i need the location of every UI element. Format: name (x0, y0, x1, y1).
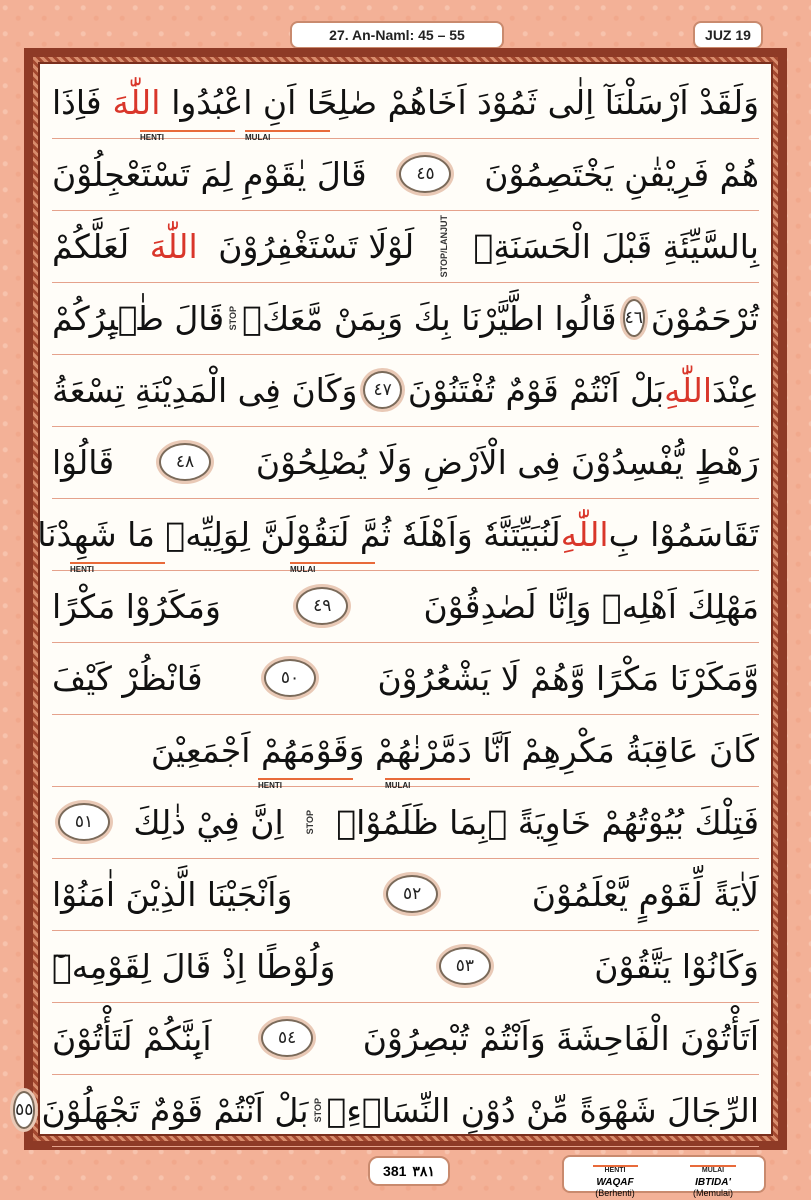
quran-line-content (52, 875, 759, 914)
henti-tag: HENTI (140, 130, 235, 142)
ayah-number-marker: ٤٥ (399, 155, 451, 193)
ayah-number-marker: ٥٣ (439, 947, 491, 985)
verse-text: قَالَ طٰۤىِٕرُكُمْ (51, 298, 225, 338)
quran-line-content (52, 731, 759, 770)
quran-line-1 (52, 66, 759, 139)
henti-tag: HENTI (258, 778, 353, 790)
quran-line-content (52, 299, 759, 338)
quran-line-content (52, 1019, 759, 1058)
verse-text: فَاِذَا (52, 82, 102, 122)
allah-word: اللّٰهِ (664, 370, 713, 410)
verse-text: فَانْظُرْ كَيْفَ (52, 658, 203, 698)
quran-line-11 (52, 786, 759, 859)
quran-line-content (52, 587, 759, 626)
text-area (15, 62, 773, 1136)
surah-label: 27. An-Naml: 45 – 55 (290, 21, 504, 49)
verse-text: بَلْ اَنْتُمْ قَوْمٌ تُفْتَنُوْنَ (407, 370, 665, 410)
quran-line-content (52, 215, 759, 277)
quran-line-content (52, 371, 759, 410)
quran-line-13 (52, 930, 759, 1003)
quran-line-15 (15, 1074, 759, 1147)
legend-waqaf-sub: (Berhenti) (595, 1188, 635, 1198)
ayah-number-marker: ٥٠ (264, 659, 316, 697)
verse-text: وَمَكَرُوْا مَكْرًا (52, 586, 221, 626)
legend-ibtida-sub: (Memulai) (692, 1188, 733, 1198)
ayah-number-marker: ٥٥ (13, 1091, 35, 1129)
ornamental-frame (15, 48, 787, 1150)
quran-line-5 (52, 354, 759, 427)
ayah-number-marker: ٤٨ (159, 443, 211, 481)
verse-text: لَنُبَيِّتَنَّهٗ وَاَهْلَهٗ ثُمَّ لَنَقُوْلَنَّ لِوَلِيِّهٖ مَا شَهِدْنَا (37, 514, 561, 554)
page-footer (0, 1152, 811, 1198)
verse-text: رَهْطٍ يُّفْسِدُوْنَ فِى الْاَرْضِ وَلَا يُصْلِحُوْنَ (255, 442, 759, 482)
ayah-number-marker: ٤٦ (623, 299, 645, 337)
quran-line-2 (52, 138, 759, 211)
allah-word: اللّٰهَ (112, 82, 161, 122)
ayah-number-marker: ٥٤ (261, 1019, 313, 1057)
legend-henti (570, 1159, 660, 1198)
legend-mulai-label: MULAI (690, 1165, 736, 1174)
quran-line-content (37, 514, 759, 554)
ayah-number-marker: ٤٧ (363, 371, 402, 409)
verse-text: بِالسَّيِّئَةِ قَبْلَ الْحَسَنَةِۚ (473, 226, 759, 266)
verse-text: الرِّجَالَ شَهْوَةً مِّنْ دُوْنِ النِّسَاۤءِۗ (326, 1090, 759, 1130)
ayah-number-marker: ٥٢ (386, 875, 438, 913)
quran-line-content (52, 83, 759, 122)
verse-text: وَلَقَدْ اَرْسَلْنَآ اِلٰى ثَمُوْدَ اَخَاهُمْ صٰلِحًا اَنِ اعْبُدُوا (171, 82, 759, 122)
quran-line-12 (52, 858, 759, 931)
waqaf-mark: STOP/LANJUT (438, 214, 449, 278)
quran-line-content (52, 443, 759, 482)
verse-text: لَعَلَّكُمْ (52, 226, 130, 266)
quran-line-9 (52, 642, 759, 715)
quran-line-6 (52, 426, 759, 499)
verse-text: اِنَّ فِيْ ذٰلِكَ (133, 802, 284, 842)
mulai-tag: MULAI (290, 562, 375, 574)
verse-text: اَىِٕنَّكُمْ لَتَأْتُوْنَ (52, 1018, 212, 1058)
verse-text: قَالَ يٰقَوْمِ لِمَ تَسْتَعْجِلُوْنَ (52, 154, 367, 194)
quran-line-content (52, 155, 759, 194)
quran-line-10 (52, 714, 759, 787)
verse-text: لَوْلَا تَسْتَغْفِرُوْنَ (218, 226, 415, 266)
verse-text: كَانَ عَاقِبَةُ مَكْرِهِمْ اَنَّا دَمَّرْنٰهُمْ وَقَوْمَهُمْ اَجْمَعِيْنَ (150, 730, 759, 770)
verse-text: وَلُوْطًا اِذْ قَالَ لِقَوْمِهٖٓ (52, 946, 336, 986)
allah-word: اللّٰهِ (560, 514, 609, 554)
verse-text: وَكَانَ فِى الْمَدِيْنَةِ تِسْعَةُ (52, 370, 358, 410)
page-number-arabic: ٣٨١ (412, 1162, 435, 1179)
quran-line-content (52, 947, 759, 986)
waqaf-mark: STOP (228, 305, 239, 331)
mulai-tag: MULAI (385, 778, 470, 790)
legend-mulai (668, 1159, 758, 1198)
mulai-tag: MULAI (245, 130, 330, 142)
quran-line-content (15, 1090, 759, 1130)
henti-tag: HENTI (70, 562, 165, 574)
verse-text: بَلْ اَنْتُمْ قَوْمٌ تَجْهَلُوْنَ (41, 1090, 309, 1130)
verse-text: قَالُوا اطَّيَّرْنَا بِكَ وَبِمَنْ مَّعَكَۗ (242, 298, 617, 338)
juz-label: JUZ 19 (693, 21, 763, 49)
waqaf-legend (562, 1155, 766, 1198)
ayah-number-marker: ٤٩ (296, 587, 348, 625)
page-number-badge (368, 1156, 450, 1186)
verse-text: مَهْلِكَ اَهْلِهٖ وَاِنَّا لَصٰدِقُوْنَ (423, 586, 759, 626)
quran-line-14 (52, 1002, 759, 1075)
verse-text: هُمْ فَرِيْقٰنِ يَخْتَصِمُوْنَ (484, 154, 759, 194)
verse-text: فَتِلْكَ بُيُوْتُهُمْ خَاوِيَةً ۢبِمَا ظَلَمُوْاۗ (336, 802, 759, 842)
legend-ibtida: IBTIDA' (695, 1177, 731, 1188)
quran-line-8 (52, 570, 759, 643)
verse-text: وَّمَكَرْنَا مَكْرًا وَّهُمْ لَا يَشْعُرُوْنَ (377, 658, 759, 698)
legend-henti-label: HENTI (593, 1165, 638, 1174)
page-header (0, 21, 811, 47)
quran-line-3 (52, 210, 759, 283)
quran-line-content (52, 803, 759, 842)
verse-text: تَقَاسَمُوْا بِ (608, 514, 759, 554)
ayah-number-marker: ٥١ (58, 803, 110, 841)
verse-text: تُرْحَمُوْنَ (650, 298, 759, 338)
verse-text: وَكَانُوْا يَتَّقُوْنَ (594, 946, 759, 986)
quran-line-4 (52, 282, 759, 355)
verse-text: قَالُوْا (52, 442, 115, 482)
page-number: 381 (383, 1163, 407, 1179)
verse-text: عِنْدَ (712, 370, 759, 410)
verse-text: وَاَنْجَيْنَا الَّذِيْنَ اٰمَنُوْا (52, 874, 293, 914)
verse-text: لَاٰيَةً لِّقَوْمٍ يَّعْلَمُوْنَ (531, 874, 759, 914)
waqaf-mark: STOP (304, 809, 315, 835)
allah-word: اللّٰهَ (149, 226, 198, 266)
waqaf-mark: STOP (312, 1097, 323, 1123)
legend-waqaf: WAQAF (596, 1177, 634, 1188)
quran-line-7 (37, 498, 759, 571)
quran-line-content (52, 659, 759, 698)
verse-text: اَتَأْتُوْنَ الْفَاحِشَةَ وَاَنْتُمْ تُبْصِرُوْنَ (362, 1018, 759, 1058)
